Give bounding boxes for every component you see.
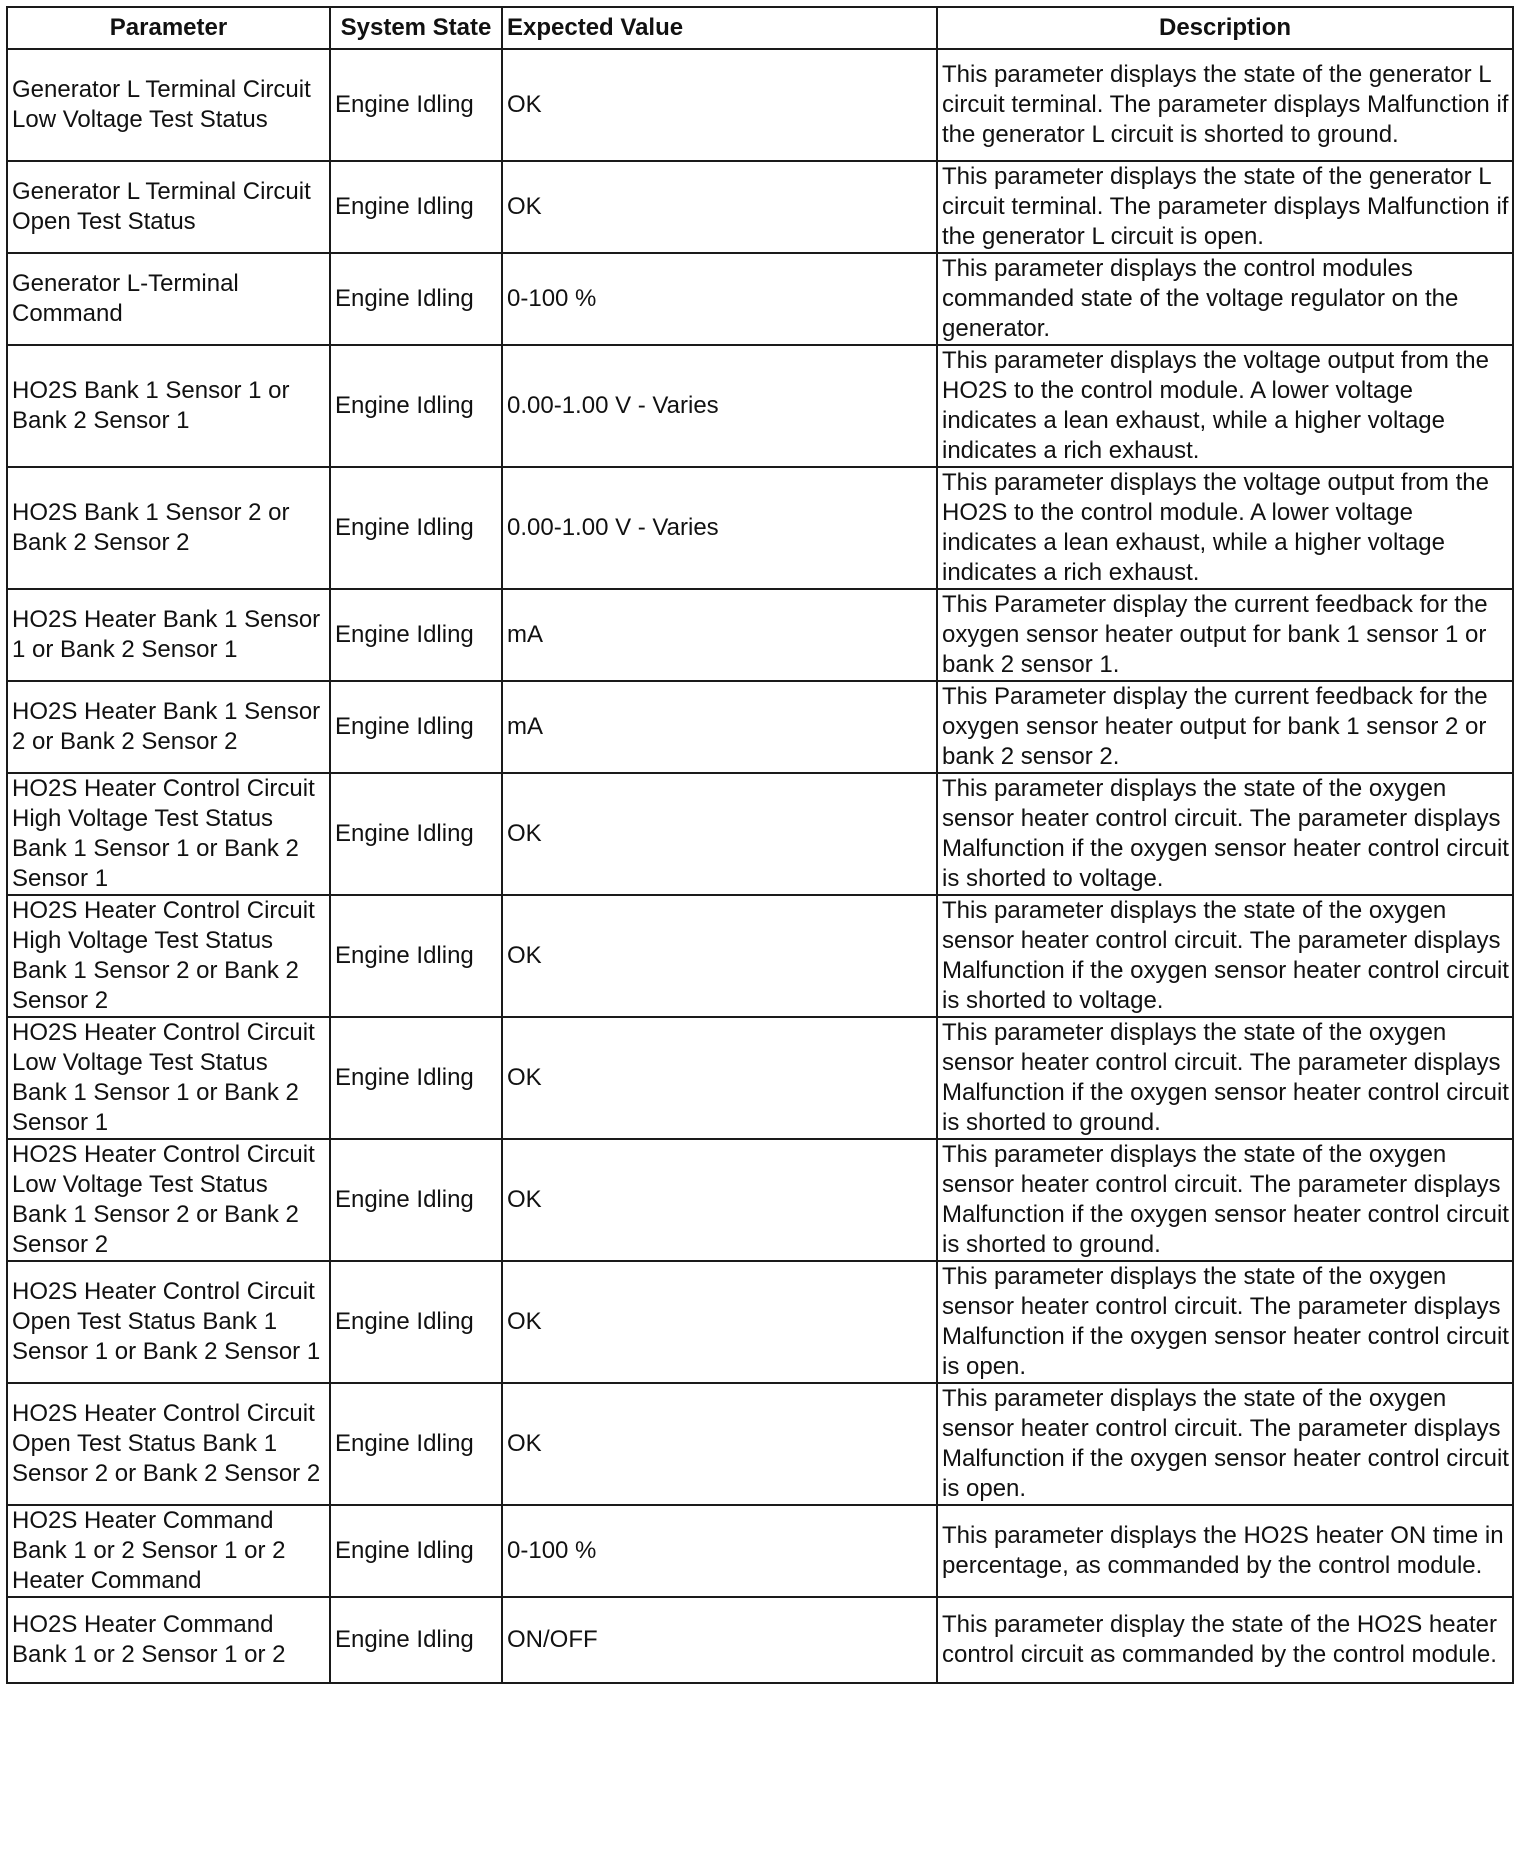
cell-description: This parameter displays the control modules commanded state of the voltage regulator on the generator.: [937, 253, 1513, 345]
cell-system-state: Engine Idling: [330, 49, 502, 161]
cell-parameter: HO2S Heater Command Bank 1 or 2 Sensor 1 or 2 Heater Command: [7, 1505, 330, 1597]
cell-expected-value: OK: [502, 49, 937, 161]
cell-expected-value: OK: [502, 1383, 937, 1505]
table-row: [7, 1017, 1513, 1139]
cell-description: This parameter displays the state of the generator L circuit terminal. The parameter displays Malfunction if the generator L circuit is open.: [937, 161, 1513, 253]
cell-expected-value: OK: [502, 1139, 937, 1261]
cell-parameter: HO2S Heater Control Circuit Open Test Status Bank 1 Sensor 2 or Bank 2 Sensor 2: [7, 1383, 330, 1505]
cell-system-state: Engine Idling: [330, 467, 502, 589]
cell-parameter: HO2S Heater Control Circuit Open Test Status Bank 1 Sensor 1 or Bank 2 Sensor 1: [7, 1261, 330, 1383]
cell-system-state: Engine Idling: [330, 1505, 502, 1597]
cell-system-state: Engine Idling: [330, 895, 502, 1017]
cell-parameter: HO2S Bank 1 Sensor 2 or Bank 2 Sensor 2: [7, 467, 330, 589]
cell-parameter: HO2S Heater Control Circuit Low Voltage Test Status Bank 1 Sensor 2 or Bank 2 Sensor 2: [7, 1139, 330, 1261]
cell-parameter: Generator L Terminal Circuit Low Voltage Test Status: [7, 49, 330, 161]
cell-system-state: Engine Idling: [330, 1597, 502, 1683]
cell-system-state: Engine Idling: [330, 589, 502, 681]
cell-expected-value: 0.00-1.00 V - Varies: [502, 345, 937, 467]
header-description: Description: [937, 7, 1513, 49]
cell-parameter: HO2S Heater Control Circuit Low Voltage Test Status Bank 1 Sensor 1 or Bank 2 Sensor 1: [7, 1017, 330, 1139]
cell-system-state: Engine Idling: [330, 773, 502, 895]
cell-description: This parameter displays the state of the oxygen sensor heater control circuit. The parameter displays Malfunction if the oxygen sensor heater control circuit is shorted to voltage.: [937, 895, 1513, 1017]
cell-description: This parameter displays the voltage output from the HO2S to the control module. A lower voltage indicates a lean exhaust, while a higher voltage indicates a rich exhaust.: [937, 345, 1513, 467]
parameter-table: [6, 6, 1514, 1684]
cell-parameter: Generator L Terminal Circuit Open Test Status: [7, 161, 330, 253]
cell-description: This parameter displays the state of the generator L circuit terminal. The parameter displays Malfunction if the generator L circuit is shorted to ground.: [937, 49, 1513, 161]
header-expected-value: Expected Value: [502, 7, 937, 49]
table-row: [7, 345, 1513, 467]
cell-expected-value: mA: [502, 681, 937, 773]
cell-expected-value: 0.00-1.00 V - Varies: [502, 467, 937, 589]
cell-expected-value: OK: [502, 895, 937, 1017]
cell-expected-value: ON/OFF: [502, 1597, 937, 1683]
table-row: [7, 773, 1513, 895]
cell-expected-value: OK: [502, 1017, 937, 1139]
cell-description: This parameter displays the state of the oxygen sensor heater control circuit. The parameter displays Malfunction if the oxygen sensor heater control circuit is shorted to ground.: [937, 1017, 1513, 1139]
cell-system-state: Engine Idling: [330, 1139, 502, 1261]
header-parameter: Parameter: [7, 7, 330, 49]
cell-description: This parameter displays the voltage output from the HO2S to the control module. A lower voltage indicates a lean exhaust, while a higher voltage indicates a rich exhaust.: [937, 467, 1513, 589]
table-body: [7, 49, 1513, 1683]
cell-expected-value: mA: [502, 589, 937, 681]
cell-expected-value: OK: [502, 1261, 937, 1383]
cell-parameter: HO2S Heater Control Circuit High Voltage Test Status Bank 1 Sensor 1 or Bank 2 Sensor 1: [7, 773, 330, 895]
cell-description: This parameter displays the state of the oxygen sensor heater control circuit. The parameter displays Malfunction if the oxygen sensor heater control circuit is open.: [937, 1383, 1513, 1505]
cell-description: This parameter displays the state of the oxygen sensor heater control circuit. The parameter displays Malfunction if the oxygen sensor heater control circuit is shorted to voltage.: [937, 773, 1513, 895]
cell-expected-value: OK: [502, 161, 937, 253]
table-row: [7, 253, 1513, 345]
header-row: [7, 7, 1513, 49]
table-header: [7, 7, 1513, 49]
cell-parameter: HO2S Heater Bank 1 Sensor 1 or Bank 2 Sensor 1: [7, 589, 330, 681]
cell-parameter: HO2S Heater Control Circuit High Voltage Test Status Bank 1 Sensor 2 or Bank 2 Sensor 2: [7, 895, 330, 1017]
table-row: [7, 895, 1513, 1017]
table-row: [7, 1139, 1513, 1261]
cell-system-state: Engine Idling: [330, 345, 502, 467]
cell-system-state: Engine Idling: [330, 253, 502, 345]
cell-description: This parameter displays the HO2S heater ON time in percentage, as commanded by the control module.: [937, 1505, 1513, 1597]
cell-system-state: Engine Idling: [330, 161, 502, 253]
table-row: [7, 49, 1513, 161]
cell-expected-value: 0-100 %: [502, 253, 937, 345]
table-row: [7, 1597, 1513, 1683]
table-row: [7, 589, 1513, 681]
cell-description: This Parameter display the current feedback for the oxygen sensor heater output for bank 1 sensor 1 or bank 2 sensor 1.: [937, 589, 1513, 681]
cell-expected-value: 0-100 %: [502, 1505, 937, 1597]
cell-description: This parameter displays the state of the oxygen sensor heater control circuit. The parameter displays Malfunction if the oxygen sensor heater control circuit is shorted to ground.: [937, 1139, 1513, 1261]
cell-system-state: Engine Idling: [330, 1261, 502, 1383]
cell-description: This parameter display the state of the HO2S heater control circuit as commanded by the control module.: [937, 1597, 1513, 1683]
cell-parameter: Generator L-Terminal Command: [7, 253, 330, 345]
cell-parameter: HO2S Bank 1 Sensor 1 or Bank 2 Sensor 1: [7, 345, 330, 467]
cell-parameter: HO2S Heater Bank 1 Sensor 2 or Bank 2 Sensor 2: [7, 681, 330, 773]
cell-system-state: Engine Idling: [330, 1383, 502, 1505]
cell-system-state: Engine Idling: [330, 681, 502, 773]
cell-system-state: Engine Idling: [330, 1017, 502, 1139]
table-row: [7, 1261, 1513, 1383]
table-row: [7, 681, 1513, 773]
table-row: [7, 467, 1513, 589]
cell-parameter: HO2S Heater Command Bank 1 or 2 Sensor 1 or 2: [7, 1597, 330, 1683]
table-row: [7, 161, 1513, 253]
cell-description: This Parameter display the current feedback for the oxygen sensor heater output for bank 1 sensor 2 or bank 2 sensor 2.: [937, 681, 1513, 773]
cell-description: This parameter displays the state of the oxygen sensor heater control circuit. The parameter displays Malfunction if the oxygen sensor heater control circuit is open.: [937, 1261, 1513, 1383]
table-row: [7, 1383, 1513, 1505]
cell-expected-value: OK: [502, 773, 937, 895]
table-row: [7, 1505, 1513, 1597]
header-system-state: System State: [330, 7, 502, 49]
